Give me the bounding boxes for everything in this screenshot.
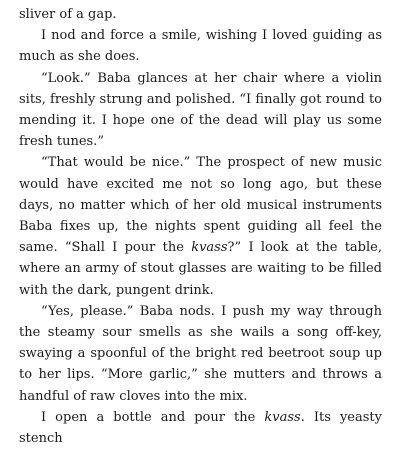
text-segment: sliver of a gap. <box>19 7 117 22</box>
text-segment: “That would be nice.” The prospect of new music would have excited me not so long ago, but these days, no matter which of her old musical instruments Baba fixes up, the nights spent guiding all feel the same. “Shall I pour the <box>19 155 382 256</box>
paragraph <box>19 4 382 25</box>
italic-word: kvass <box>264 409 301 425</box>
paragraph <box>19 68 382 153</box>
paragraph <box>19 301 382 407</box>
text-segment: . Its yeasty stench <box>19 409 382 447</box>
italic-word: kvass <box>191 240 228 256</box>
text-segment: “Look.” Baba glances at her chair where a violin sits, freshly strung and polished. “I finally got round to mending it. I hope one of the dead will play us some fresh tunes.” <box>19 70 382 150</box>
text-segment: I open a bottle and pour the <box>41 409 265 425</box>
text-segment: ?” I look at the table, where an army of stout glasses are waiting to be filled with the dark, pungent drink. <box>19 240 382 298</box>
text-segment: “Yes, please.” Baba nods. I push my way through the steamy sour smells as she wails a song off-key, swaying a spoonful of the bright red beetroot soup up to her lips. “More garlic,” she mutters and throws a handful of raw cloves into the mix. <box>19 303 382 404</box>
paragraph <box>19 407 382 449</box>
text-segment: I nod and force a smile, wishing I loved guiding as much as she does. <box>19 28 382 65</box>
paragraph <box>19 25 382 67</box>
paragraph <box>19 152 382 300</box>
body-text <box>19 4 382 449</box>
